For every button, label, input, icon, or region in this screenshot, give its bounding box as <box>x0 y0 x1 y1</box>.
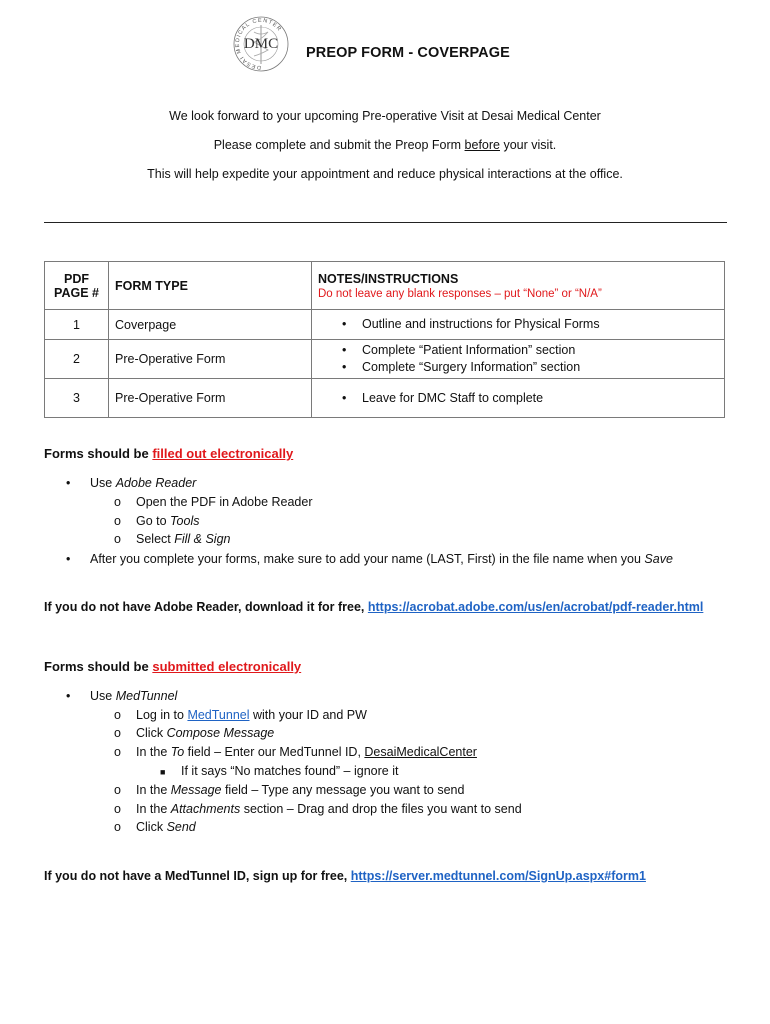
medtunnel-step-2: Click Compose Message <box>136 726 275 740</box>
col-header-form-type: FORM TYPE <box>109 262 312 310</box>
page-number-cell: 2 <box>45 340 109 379</box>
no-matches-note: If it says “No matches found” – ignore it <box>181 764 399 778</box>
circle-bullet-icon: o <box>114 495 121 509</box>
medtunnel-id: DesaiMedicalCenter <box>364 745 477 759</box>
form-type-cell: Pre-Operative Form <box>109 340 312 379</box>
save-name-instruction: After you complete your forms, make sure to add your name (LAST, First) in the file name when you Save <box>90 552 673 566</box>
circle-bullet-icon: o <box>114 783 121 797</box>
form-type-cell: Coverpage <box>109 310 312 340</box>
table-header-row <box>45 262 725 310</box>
page-title: PREOP FORM - COVERPAGE <box>306 45 510 61</box>
medtunnel-step-5: In the Attachments section – Drag and drop the files you want to send <box>136 802 522 816</box>
notes-cell: • Leave for DMC Staff to complete <box>312 379 725 418</box>
intro-line-3: This will help expedite your appointment and reduce physical interactions at the office. <box>147 167 623 181</box>
forms-table <box>44 261 725 418</box>
circle-bullet-icon: o <box>114 532 121 546</box>
fill-section-heading: Forms should be filled out electronically <box>44 446 294 461</box>
notes-cell: • Complete “Patient Information” section • Complete “Surgery Information” section <box>312 340 725 379</box>
table-row <box>45 340 725 379</box>
logo-ring-text: DESAI MEDICAL CENTER <box>234 17 283 71</box>
col-header-page: PDF PAGE # <box>45 262 109 310</box>
circle-bullet-icon: o <box>114 708 121 722</box>
circle-bullet-icon: o <box>114 745 121 759</box>
notes-cell: • Outline and instructions for Physical Forms <box>312 310 725 340</box>
page-number-cell: 3 <box>45 379 109 418</box>
form-type-cell: Pre-Operative Form <box>109 379 312 418</box>
table-row <box>45 310 725 340</box>
adobe-step-2: Go to Tools <box>136 514 200 528</box>
no-blank-warning: Do not leave any blank responses – put “None” or “N/A” <box>318 287 602 300</box>
circle-bullet-icon: o <box>114 820 121 834</box>
medtunnel-step-4: In the Message field – Type any message you want to send <box>136 783 465 797</box>
circle-bullet-icon: o <box>114 514 121 528</box>
table-row <box>45 379 725 418</box>
divider <box>44 222 727 223</box>
before-emphasis: before <box>464 138 500 152</box>
bullet-icon: • <box>66 552 71 566</box>
bullet-icon: • <box>66 689 71 703</box>
page-number-cell: 1 <box>45 310 109 340</box>
submit-section-heading: Forms should be submitted electronically <box>44 659 302 674</box>
medtunnel-step-3: In the To field – Enter our MedTunnel ID, DesaiMedicalCenter <box>136 745 477 759</box>
circle-bullet-icon: o <box>114 802 121 816</box>
medtunnel-link[interactable]: MedTunnel <box>187 708 250 722</box>
adobe-download-link[interactable]: https://acrobat.adobe.com/us/en/acrobat/pdf-reader.html <box>367 600 704 614</box>
medtunnel-signup-link[interactable]: https://server.medtunnel.com/SignUp.aspx#form1 <box>350 869 646 883</box>
col-header-notes: NOTES/INSTRUCTIONS Do not leave any blank responses – put “None” or “N/A” <box>312 262 725 310</box>
medtunnel-step-6: Click Send <box>136 820 196 834</box>
intro-line-2: Please complete and submit the Preop Form before your visit. <box>213 138 557 152</box>
intro-line-1: We look forward to your upcoming Pre-operative Visit at Desai Medical Center <box>169 109 601 123</box>
use-medtunnel-line: Use MedTunnel <box>90 689 178 703</box>
square-bullet-icon: ■ <box>160 767 166 777</box>
use-adobe-line: Use Adobe Reader <box>90 476 197 490</box>
adobe-download-line: If you do not have Adobe Reader, download it for free, https://acrobat.adobe.com/us/en/acrobat/pdf-reader.html <box>44 600 704 614</box>
adobe-step-1: Open the PDF in Adobe Reader <box>136 495 313 509</box>
medtunnel-signup-line: If you do not have a MedTunnel ID, sign up for free, https://server.medtunnel.com/SignUp.aspx#form1 <box>44 869 646 883</box>
medtunnel-step-1: Log in to MedTunnel with your ID and PW <box>136 708 367 722</box>
adobe-step-3: Select Fill & Sign <box>136 532 231 546</box>
dmc-logo <box>228 14 294 74</box>
logo-text: DMC <box>243 36 279 52</box>
circle-bullet-icon: o <box>114 726 121 740</box>
bullet-icon: • <box>66 476 71 490</box>
